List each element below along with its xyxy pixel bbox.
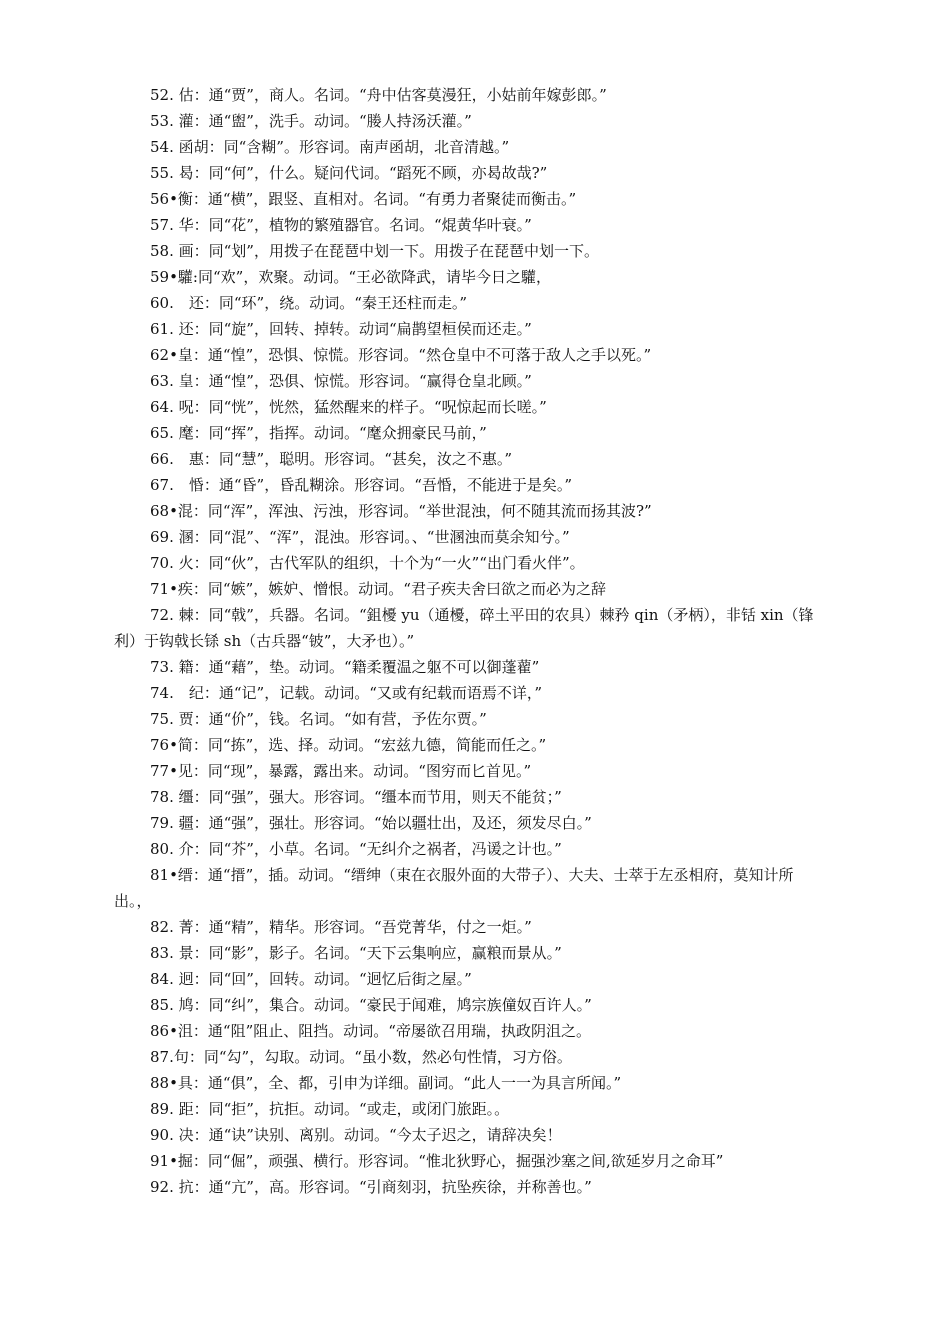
entry-82: 82. 菁：通“精”，精华。形容词。“吾党菁华，付之一炬。” [150,918,532,936]
entry-68: 68•混：同“浑”，浑浊、污浊，形容词。“举世混浊，何不随其流而扬其波?” [150,502,652,520]
entry-84: 84. 迥：同“回”，回转。动词。“迥忆后街之屋。” [150,970,472,988]
entry-80: 80. 介：同“芥”，小草。名词。“无纠介之祸者，冯谖之计也。” [150,840,562,858]
entry-61: 61. 还：同“旋”，回转、掉转。动词“扁鹊望桓侯而还走。” [150,320,532,338]
entry-60: 60. 还：同“环”，绕。动词。“秦王还柱而走。” [150,294,468,312]
entry-63: 63. 皇：通“惶”，恐俱、惊慌。形容词。“赢得仓皇北顾。” [150,372,532,390]
entry-81: 81•缙：通“搢”，插。动词。“缙绅（束在衣服外面的大带子）、大夫、士萃于左丞相府，莫知计所出。， [114,866,794,910]
entry-59: 59•驩:同“欢”，欢聚。动词。“王必欲降武，请毕今日之驩， [150,268,551,286]
entry-89: 89. 距：同“拒”，抗拒。动词。“或走，或闭门旅距。。 [150,1100,510,1118]
entry-79: 79. 疆：通“强”，强壮。形容词。“始以疆壮出，及还，须发尽白。” [150,814,592,832]
entry-66: 66. 惠：同“慧”，聪明。形容词。“甚矣，汝之不惠。” [150,450,513,468]
entry-55: 55. 曷：同“何”，什么。疑问代词。“蹈死不顾，亦曷故哉?” [150,164,548,182]
entry-88: 88•具：通“俱”，全、都，引申为详细。副词。“此人一一为具言所闻。” [150,1074,622,1092]
entry-71: 71•疾：同“嫉”，嫉妒、憎恨。动词。“君子疾夫舍曰欲之而必为之辞 [150,580,606,598]
entry-62: 62•皇：通“惶”，恐惧、惊慌。形容词。“然仓皇中不可落于敌人之手以死。” [150,346,652,364]
entry-85: 85. 鸠：同“纠”，集合。动词。“豪民于闻难，鸠宗族僮奴百许人。” [150,996,592,1014]
entry-57: 57. 华：同“花”，植物的繁殖器官。名词。“焜黄华叶衰。” [150,216,532,234]
entry-72: 72. 棘：同“戟”，兵器。名词。“鉏櫌 yu（通櫌，碎土平田的农具）棘矜 qin（矛柄），非铦 xin（锋利）于钩戟长铩 sh（古兵器“铍”，大矛也）。” [114,606,814,650]
entry-54: 54. 函胡：同“含糊”。形容词。南声函胡，北音清越。” [150,138,510,156]
entry-86: 86•沮：通“阻”阻止、阻挡。动词。“帝屡欲召用瑞，执政阴沮之。 [150,1022,591,1040]
entry-52: 52. 估：通“贾”，商人。名词。“舟中估客莫漫狂，小姑前年嫁彭郎。” [150,86,607,104]
entry-75: 75. 贾：通“价”，钱。名词。“如有营，予佐尔贾。” [150,710,487,728]
entry-91: 91•掘：同“倔”，顽强、横行。形容词。“惟北狄野心，掘强沙塞之间,欲延岁月之命耳” [150,1152,724,1170]
entry-64: 64. 呪：同“恍”，恍然，猛然醒来的样子。“呪惊起而长嗟。” [150,398,547,416]
entry-73: 73. 籍：通“藉”，垫。动词。“籍柔覆温之躯不可以御蓬藋” [150,658,540,676]
document-page [0,82,950,1200]
entry-83: 83. 景：同“影”，影子。名词。“天下云集响应，赢粮而景从。” [150,944,562,962]
entry-58: 58. 画：同“划”，用拨子在琵琶中划一下。用拨子在琵琶中划一下。 [150,242,599,260]
entry-69: 69. 溷：同“混”、“浑”，混浊。形容词。、“世溷浊而莫余知兮。” [150,528,570,546]
entry-74: 74. 纪：通“记”，记载。动词。“又或有纪载而语焉不详，” [150,684,543,702]
entry-92: 92. 抗：通“亢”，高。形容词。“引商刻羽，抗坠疾徐，并称善也。” [150,1178,592,1196]
entry-77: 77•见：同“现”，暴露，露出来。动词。“图穷而匕首见。” [150,762,532,780]
entry-78: 78. 缰：同“强”，强大。形容词。“缰本而节用，则天不能贫；” [150,788,562,806]
entry-90: 90. 决：通“诀”诀别、离别。动词。“今太子迟之，请辞决矣！ [150,1126,562,1144]
entry-56: 56•衡：通“横”，跟竖、直相对。名词。“有勇力者聚徒而衡击。” [150,190,577,208]
entry-70: 70. 火：同“伙”，古代军队的组织，十个为“一火”“出门看火伴”。 [150,554,585,572]
entry-67: 67. 惛：通“昏”，昏乱糊涂。形容词。“吾惛，不能进于是矣。” [150,476,573,494]
entry-87: 87.句：同“勾”，勾取。动词。“虽小数，然必句性情，习方俗。 [150,1048,572,1066]
entry-76: 76•简：同“拣”，选、择。动词。“宏兹九德，简能而任之。” [150,736,547,754]
entry-53: 53. 灌：通“盥”，洗手。动词。“媵人持汤沃灌。” [150,112,472,130]
entry-65: 65. 麾：同“挥”，指挥。动词。“麾众拥豪民马前，” [150,424,487,442]
